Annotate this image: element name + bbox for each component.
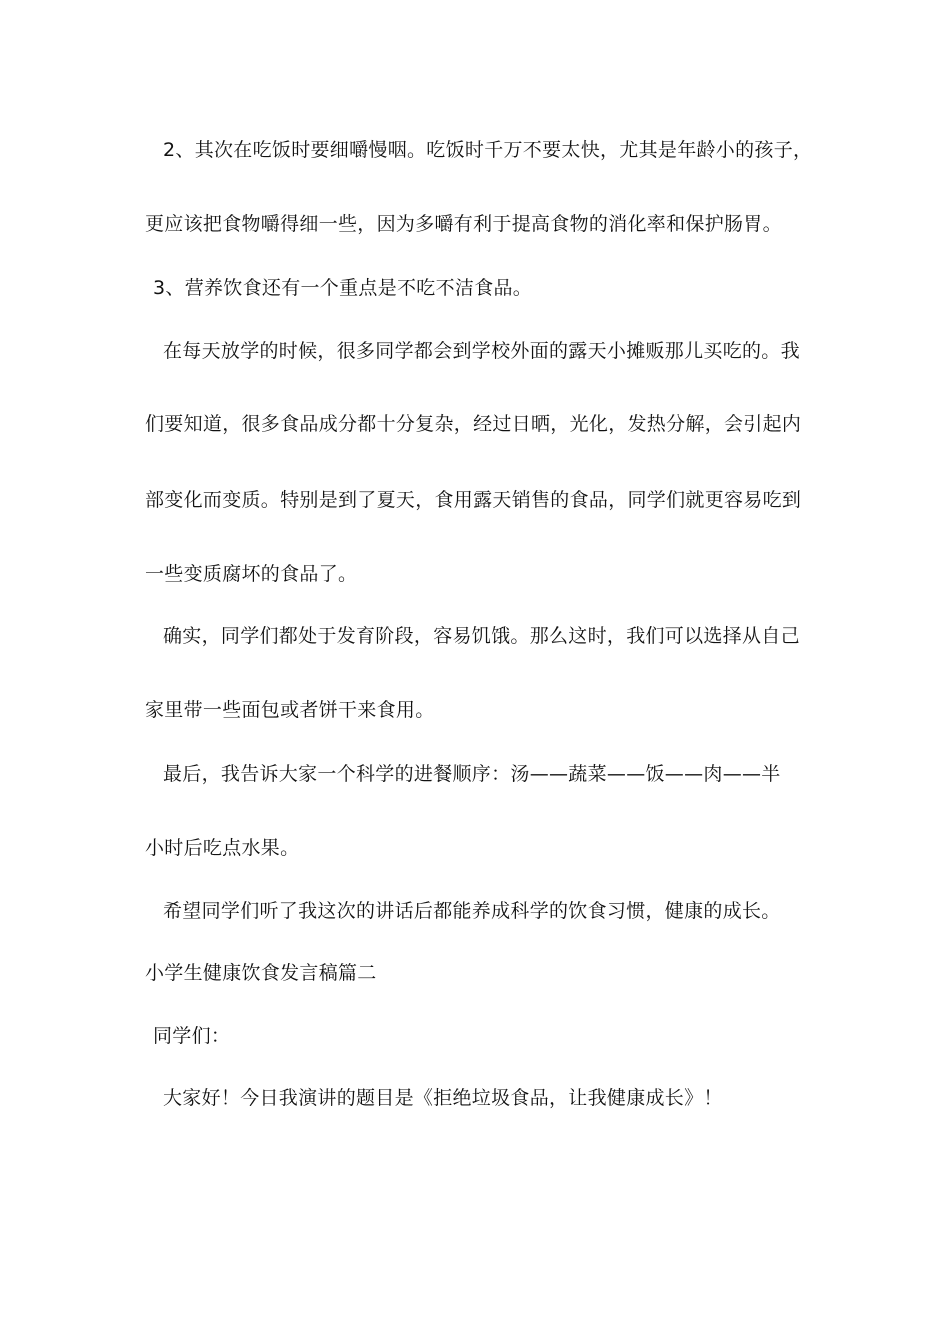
paragraph-line: 最后，我告诉大家一个科学的进餐顺序：汤——蔬菜——饭——肉——半 [163,763,781,785]
paragraph-line: 大家好！今日我演讲的题目是《拒绝垃圾食品，让我健康成长》！ [163,1087,723,1109]
section-heading: 小学生健康饮食发言稿篇二 [145,962,377,984]
paragraph-line: 更应该把食物嚼得细一些，因为多嚼有利于提高食物的消化率和保护肠胃。 [145,213,782,235]
paragraph-line: 希望同学们听了我这次的讲话后都能养成科学的饮食习惯，健康的成长。 [163,900,781,922]
paragraph-line: 一些变质腐坏的食品了。 [145,563,358,585]
paragraph-line: 小时后吃点水果。 [145,837,300,859]
paragraph-line: 在每天放学的时候，很多同学都会到学校外面的露天小摊贩那儿买吃的。我 [163,340,800,362]
paragraph-line: 确实，同学们都处于发育阶段，容易饥饿。那么这时，我们可以选择从自己 [163,625,800,647]
paragraph-line: 家里带一些面包或者饼干来食用。 [145,699,435,721]
paragraph-line: 2、其次在吃饭时要细嚼慢咽。吃饭时千万不要太快，尤其是年龄小的孩子， [163,139,813,161]
paragraph-line: 部变化而变质。特别是到了夏天，食用露天销售的食品，同学们就更容易吃到 [145,489,802,511]
salutation: 同学们： [153,1025,231,1047]
paragraph-line: 3、营养饮食还有一个重点是不吃不洁食品。 [153,277,533,299]
paragraph-line: 们要知道，很多食品成分都十分复杂，经过日晒，光化，发热分解，会引起内 [145,413,802,435]
